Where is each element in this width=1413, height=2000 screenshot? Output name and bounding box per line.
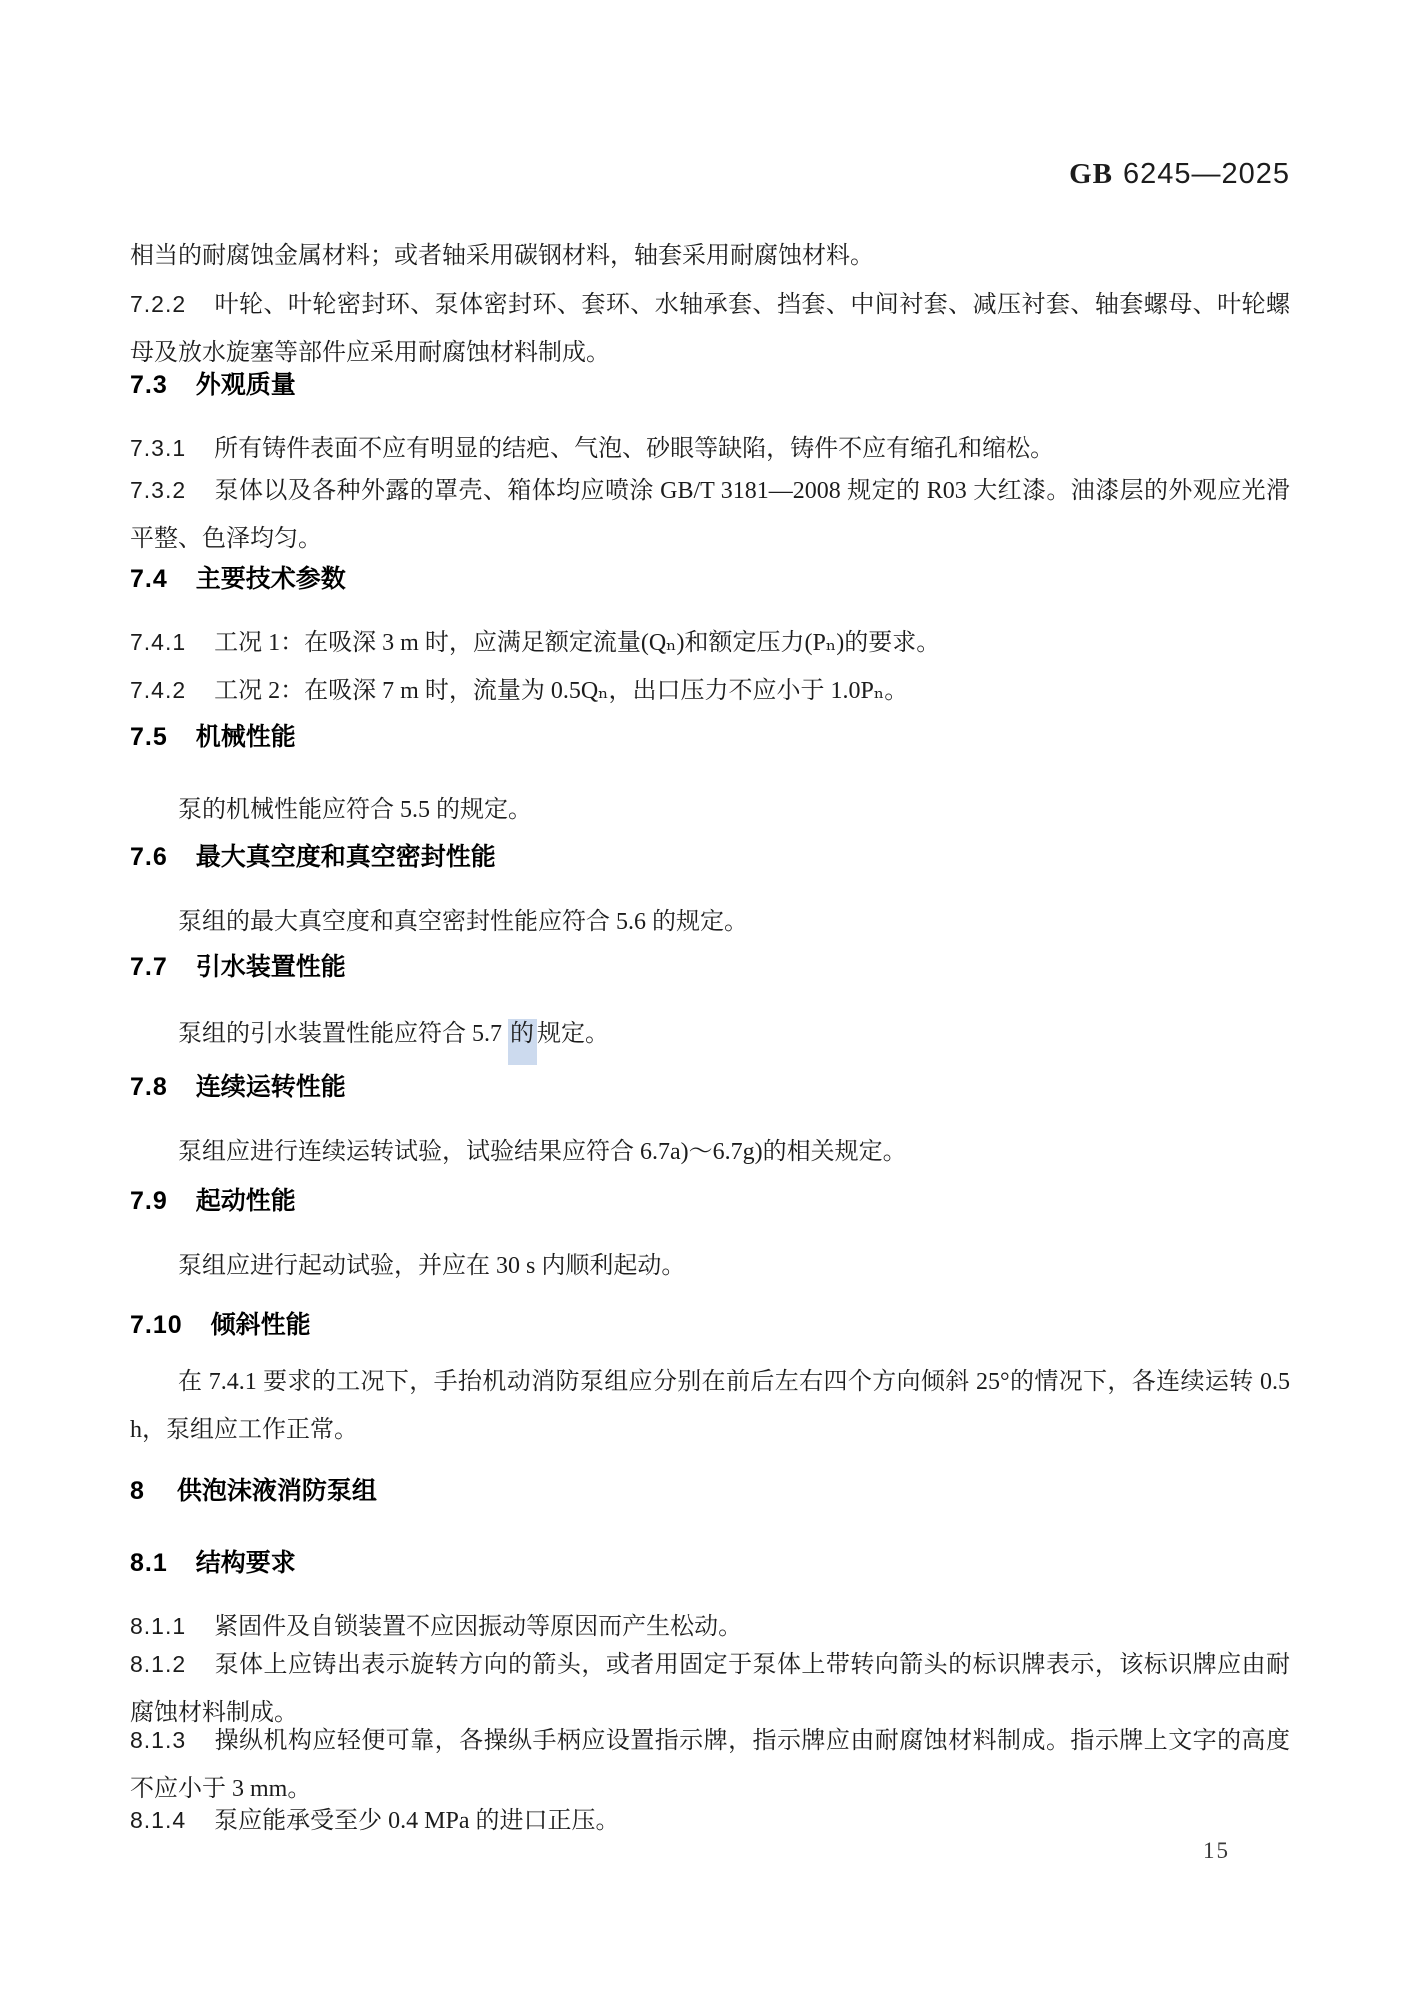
paragraph-7-7 [130,1010,1290,1058]
heading-number: 8 [130,1477,145,1505]
clause-number: 7.3.2 [130,477,187,503]
clause-text: 泵体上应铸出表示旋转方向的箭头，或者用固定于泵体上带转向箭头的标识牌表示，该标识牌应由耐腐蚀材料制成。 [130,1652,1290,1726]
section-heading-7-4 [130,564,1290,594]
clause-text: 操纵机构应轻便可靠，各操纵手柄应设置指示牌，指示牌应由耐腐蚀材料制成。指示牌上文字的高度不应小于 3 mm。 [130,1728,1290,1802]
heading-title: 外观质量 [195,371,296,399]
heading-number: 7.6 [130,843,168,871]
heading-title: 连续运转性能 [195,1073,346,1101]
clause-number: 8.1.1 [130,1613,187,1639]
heading-title: 倾斜性能 [210,1311,311,1339]
chapter-heading-8 [130,1476,1290,1506]
page-number: 15 [1203,1838,1230,1863]
heading-title: 主要技术参数 [195,565,346,593]
clause-text: 叶轮、叶轮密封环、泵体密封环、套环、水轴承套、挡套、中间衬套、减压衬套、轴套螺母、叶轮螺母及放水旋塞等部件应采用耐腐蚀材料制成。 [130,292,1290,366]
clause-number: 8.1.2 [130,1651,187,1677]
clause-paragraph-8-1-4 [130,1796,1290,1845]
paragraph-7-9: 泵组应进行起动试验，并应在 30 s 内顺利起动。 [178,1253,686,1279]
paragraph-7-10: 在 7.4.1 要求的工况下，手抬机动消防泵组应分别在前后左右四个方向倾斜 25°的情况下，各连续运转 0.5 h，泵组应工作正常。 [130,1369,1290,1443]
clause-number: 7.3.1 [130,435,187,461]
clause-paragraph-7-4-1 [130,618,1290,667]
section-heading-7-6 [130,842,1290,872]
clause-text: 所有铸件表面不应有明显的结疤、气泡、砂眼等缺陷，铸件不应有缩孔和缩松。 [214,436,1055,462]
standard-code-number: 6245—2025 [1122,158,1290,190]
heading-title: 起动性能 [195,1187,296,1215]
heading-number: 8.1 [130,1549,168,1577]
heading-number: 7.5 [130,723,168,751]
section-heading-8-1 [130,1548,1290,1578]
heading-number: 7.3 [130,371,168,399]
paragraph-text: 泵组的引水装置性能应符合 5.7 [178,1021,508,1047]
standard-code-prefix: GB [1069,158,1113,190]
section-heading-7-3 [130,370,1290,400]
clause-paragraph-7-3-2 [130,466,1290,563]
clause-text: 工况 1：在吸深 3 m 时，应满足额定流量(Qₙ)和额定压力(Pₙ)的要求。 [214,630,941,656]
heading-number: 7.10 [130,1311,183,1339]
section-heading-7-5 [130,722,1290,752]
heading-number: 7.4 [130,565,168,593]
section-heading-7-8 [130,1072,1290,1102]
heading-title: 引水装置性能 [195,953,346,981]
heading-title: 最大真空度和真空密封性能 [195,843,496,871]
section-heading-7-7 [130,952,1290,982]
clause-number: 8.1.4 [130,1807,187,1833]
heading-title: 机械性能 [195,723,296,751]
clause-text: 工况 2：在吸深 7 m 时，流量为 0.5Qₙ，出口压力不应小于 1.0Pₙ。 [214,678,909,704]
running-header [130,158,1290,191]
heading-number: 7.9 [130,1187,168,1215]
heading-title: 供泡沫液消防泵组 [176,1477,377,1505]
paragraph-7-5: 泵的机械性能应符合 5.5 的规定。 [178,797,532,823]
paragraph-7-6: 泵组的最大真空度和真空密封性能应符合 5.6 的规定。 [178,909,748,935]
heading-number: 7.8 [130,1073,168,1101]
clause-text: 紧固件及自锁装置不应因振动等原因而产生松动。 [214,1614,743,1640]
clause-text: 泵应能承受至少 0.4 MPa 的进口正压。 [214,1808,620,1834]
clause-number: 7.4.2 [130,677,187,703]
clause-number: 7.2.2 [130,291,187,317]
clause-number: 8.1.3 [130,1727,187,1753]
paragraph-7-8: 泵组应进行连续运转试验，试验结果应符合 6.7a)～6.7g)的相关规定。 [178,1139,907,1165]
paragraph-text: 规定。 [537,1021,609,1047]
highlight-mark: 的 [508,1019,537,1065]
heading-number: 7.7 [130,953,168,981]
clause-text: 泵体以及各种外露的罩壳、箱体均应喷涂 GB/T 3181—2008 规定的 R03 大红漆。油漆层的外观应光滑平整、色泽均匀。 [130,478,1290,552]
clause-paragraph-7-2-2 [130,280,1290,377]
clause-number: 7.4.1 [130,629,187,655]
section-heading-7-9 [130,1186,1290,1216]
clause-paragraph-7-4-2 [130,666,1290,715]
continuation-paragraph: 相当的耐腐蚀金属材料；或者轴采用碳钢材料，轴套采用耐腐蚀材料。 [130,243,874,269]
section-heading-7-10 [130,1310,1290,1340]
heading-title: 结构要求 [195,1549,296,1577]
